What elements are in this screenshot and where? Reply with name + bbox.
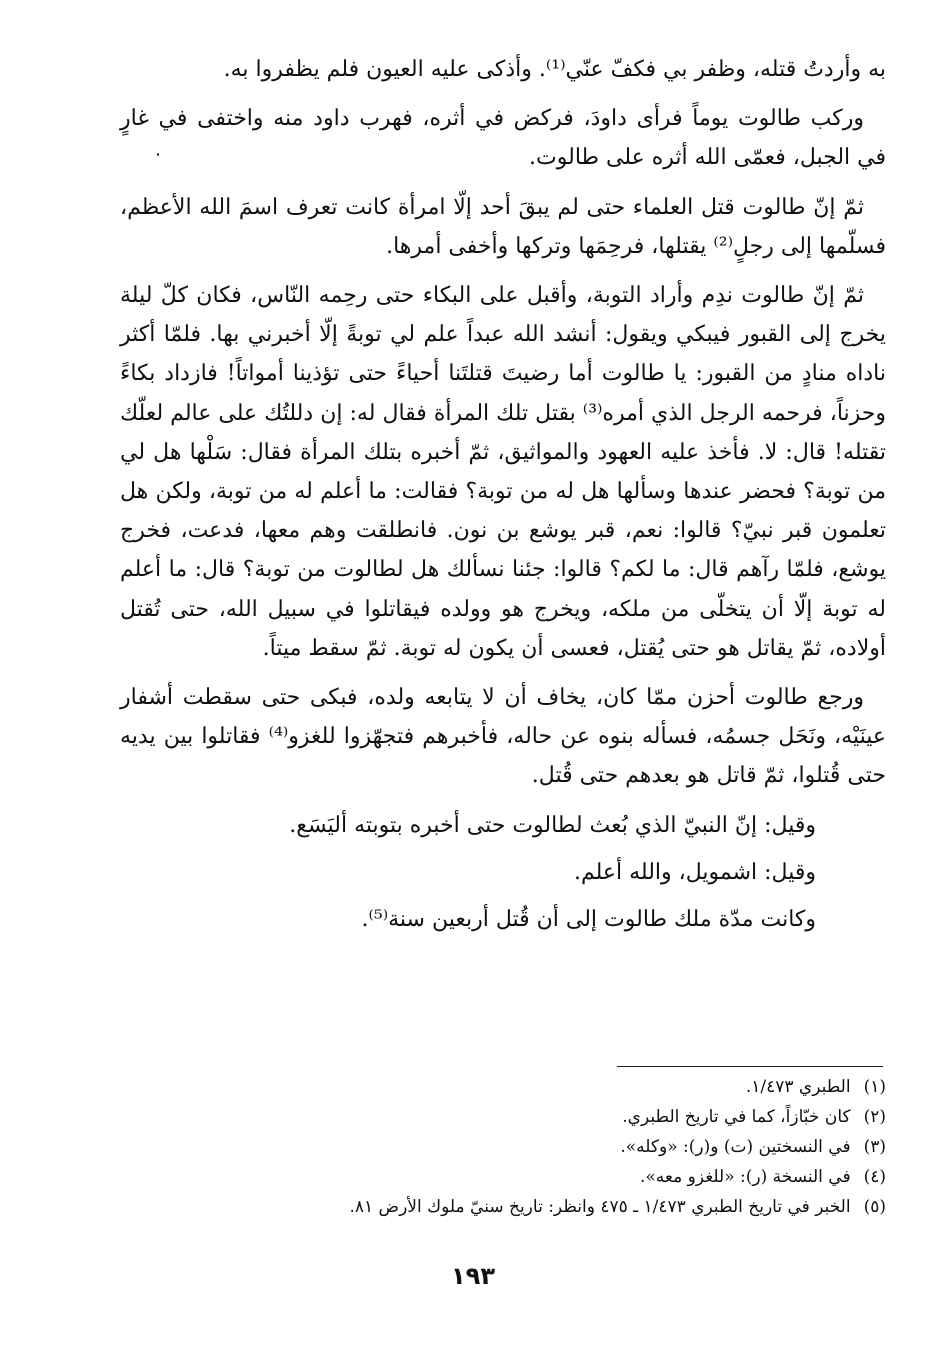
footnote-separator: [617, 1066, 883, 1067]
footnote: [120, 1164, 886, 1191]
footnote: [120, 1134, 886, 1161]
footnote-text: الطبري ١/٤٧٣.: [745, 1077, 851, 1097]
footnote-text: في النسختين (ت) و(ر): «وكله».: [620, 1137, 851, 1157]
footnote: [120, 1074, 886, 1101]
footnote: [120, 1104, 886, 1131]
page-number: ١٩٣: [451, 1262, 495, 1290]
indented-line-1: وقيل: إنّ النبيّ الذي بُعث لطالوت حتى أخبره بتوبته أليَسَع.: [289, 812, 816, 838]
footnotes: [120, 1074, 886, 1224]
footnote-text: كان خبّازاً، كما في تاريخ الطبري.: [622, 1107, 851, 1127]
main-text: [120, 50, 886, 947]
footnote-number: (٤): [863, 1167, 886, 1187]
paragraph-5: ورجع طالوت أحزن ممّا كان، يخاف أن لا يتابعه ولده، فبكى حتى سقطت أشفار عينَيْه، ونَحَل جسمُه، فسأله بنوه عن حاله، فأخبرهم فتجهّزوا للغزو⁽⁴⁾ فقاتلوا بين يديه حتى قُتلوا، ثمّ قاتل هو بعدهم حتى قُتل.: [120, 685, 886, 789]
footnote-number: (٥): [863, 1197, 886, 1217]
paragraph-4: ثمّ إنّ طالوت ندِم وأراد التوبة، وأقبل على البكاء حتى رحِمه النّاس، فكان كلّ ليلة يخرج إلى القبور فيبكي ويقول: أنشد الله عبداً علم لي توبةً إلّا أخبرني بها. فلمّا أكثر ناداه منادٍ من القبور: يا طالوت أما رضيتَ قتلتَنا أحياءً حتى تؤذينا أمواتاً! فازداد بكاءً وحزناً، فرحمه الرجل الذي أمره⁽³⁾ بقتل تلك المرأة فقال له: إن دللتُك على عالم لعلّك تقتله! قال: لا. فأخذ عليه العهود والمواثيق، ثمّ أخبره بتلك المرأة فقال: سَلْها هل لي من توبة؟ فحضر عندها وسألها هل له من توبة؟ فقالت: ما أعلم له من توبة، ولكن هل تعلمون قبر نبيّ؟ قالوا: نعم، قبر يوشع بن نون. فانطلقت وهم معها، فدعت، فخرج يوشع، فلمّا رآهم قال: ما لكم؟ قالوا: جئنا نسألك هل لطالوت من توبة؟ قال: ما أعلم له توبة إلّا أن يتخلّى من ملكه، ويخرج هو وولده فيقاتلوا في سبيل الله، حتى تُقتل أولاده، ثمّ يقاتل هو حتى يُقتل، فعسى أن يكون له توبة. ثمّ سقط ميتاً.: [120, 283, 887, 661]
footnote: [120, 1194, 886, 1221]
footnote-text: في النسخة (ر): «للغزو معه».: [639, 1167, 851, 1187]
paragraph-3: ثمّ إنّ طالوت قتل العلماء حتى لم يبقَ أحد إلّا امرأة كانت تعرف اسمَ الله الأعظم، فسلّمها إلى رجلٍ⁽²⁾ يقتلها، فرحِمَها وتركها وأخفى أمرها.: [120, 194, 886, 259]
footnote-number: (٢): [863, 1107, 886, 1127]
indented-line-3: وكانت مدّة ملك طالوت إلى أن قُتل أربعين سنة⁽⁵⁾.: [361, 907, 816, 933]
footnote-number: (٣): [863, 1137, 886, 1157]
paragraph-1: به وأردتُ قتله، وظفر بي فكفّ عنّي⁽¹⁾. وأذكى عليه العيون فلم يظفروا به.: [223, 57, 886, 82]
footnote-number: (١): [863, 1077, 886, 1097]
scan-speck: [157, 153, 159, 156]
paragraph-2: وركب طالوت يوماً فرأى داودَ، فركض في أثره، فهرب داود منه واختفى في غارٍ في الجبل، فعمّى الله أثره على طالوت.: [120, 106, 886, 171]
footnote-text: الخبر في تاريخ الطبري ١/٤٧٣ ـ ٤٧٥ وانظر: تاريخ سنيّ ملوك الأرض ٨١.: [349, 1197, 851, 1217]
indented-line-2: وقيل: اشمويل، والله أعلم.: [573, 859, 816, 885]
